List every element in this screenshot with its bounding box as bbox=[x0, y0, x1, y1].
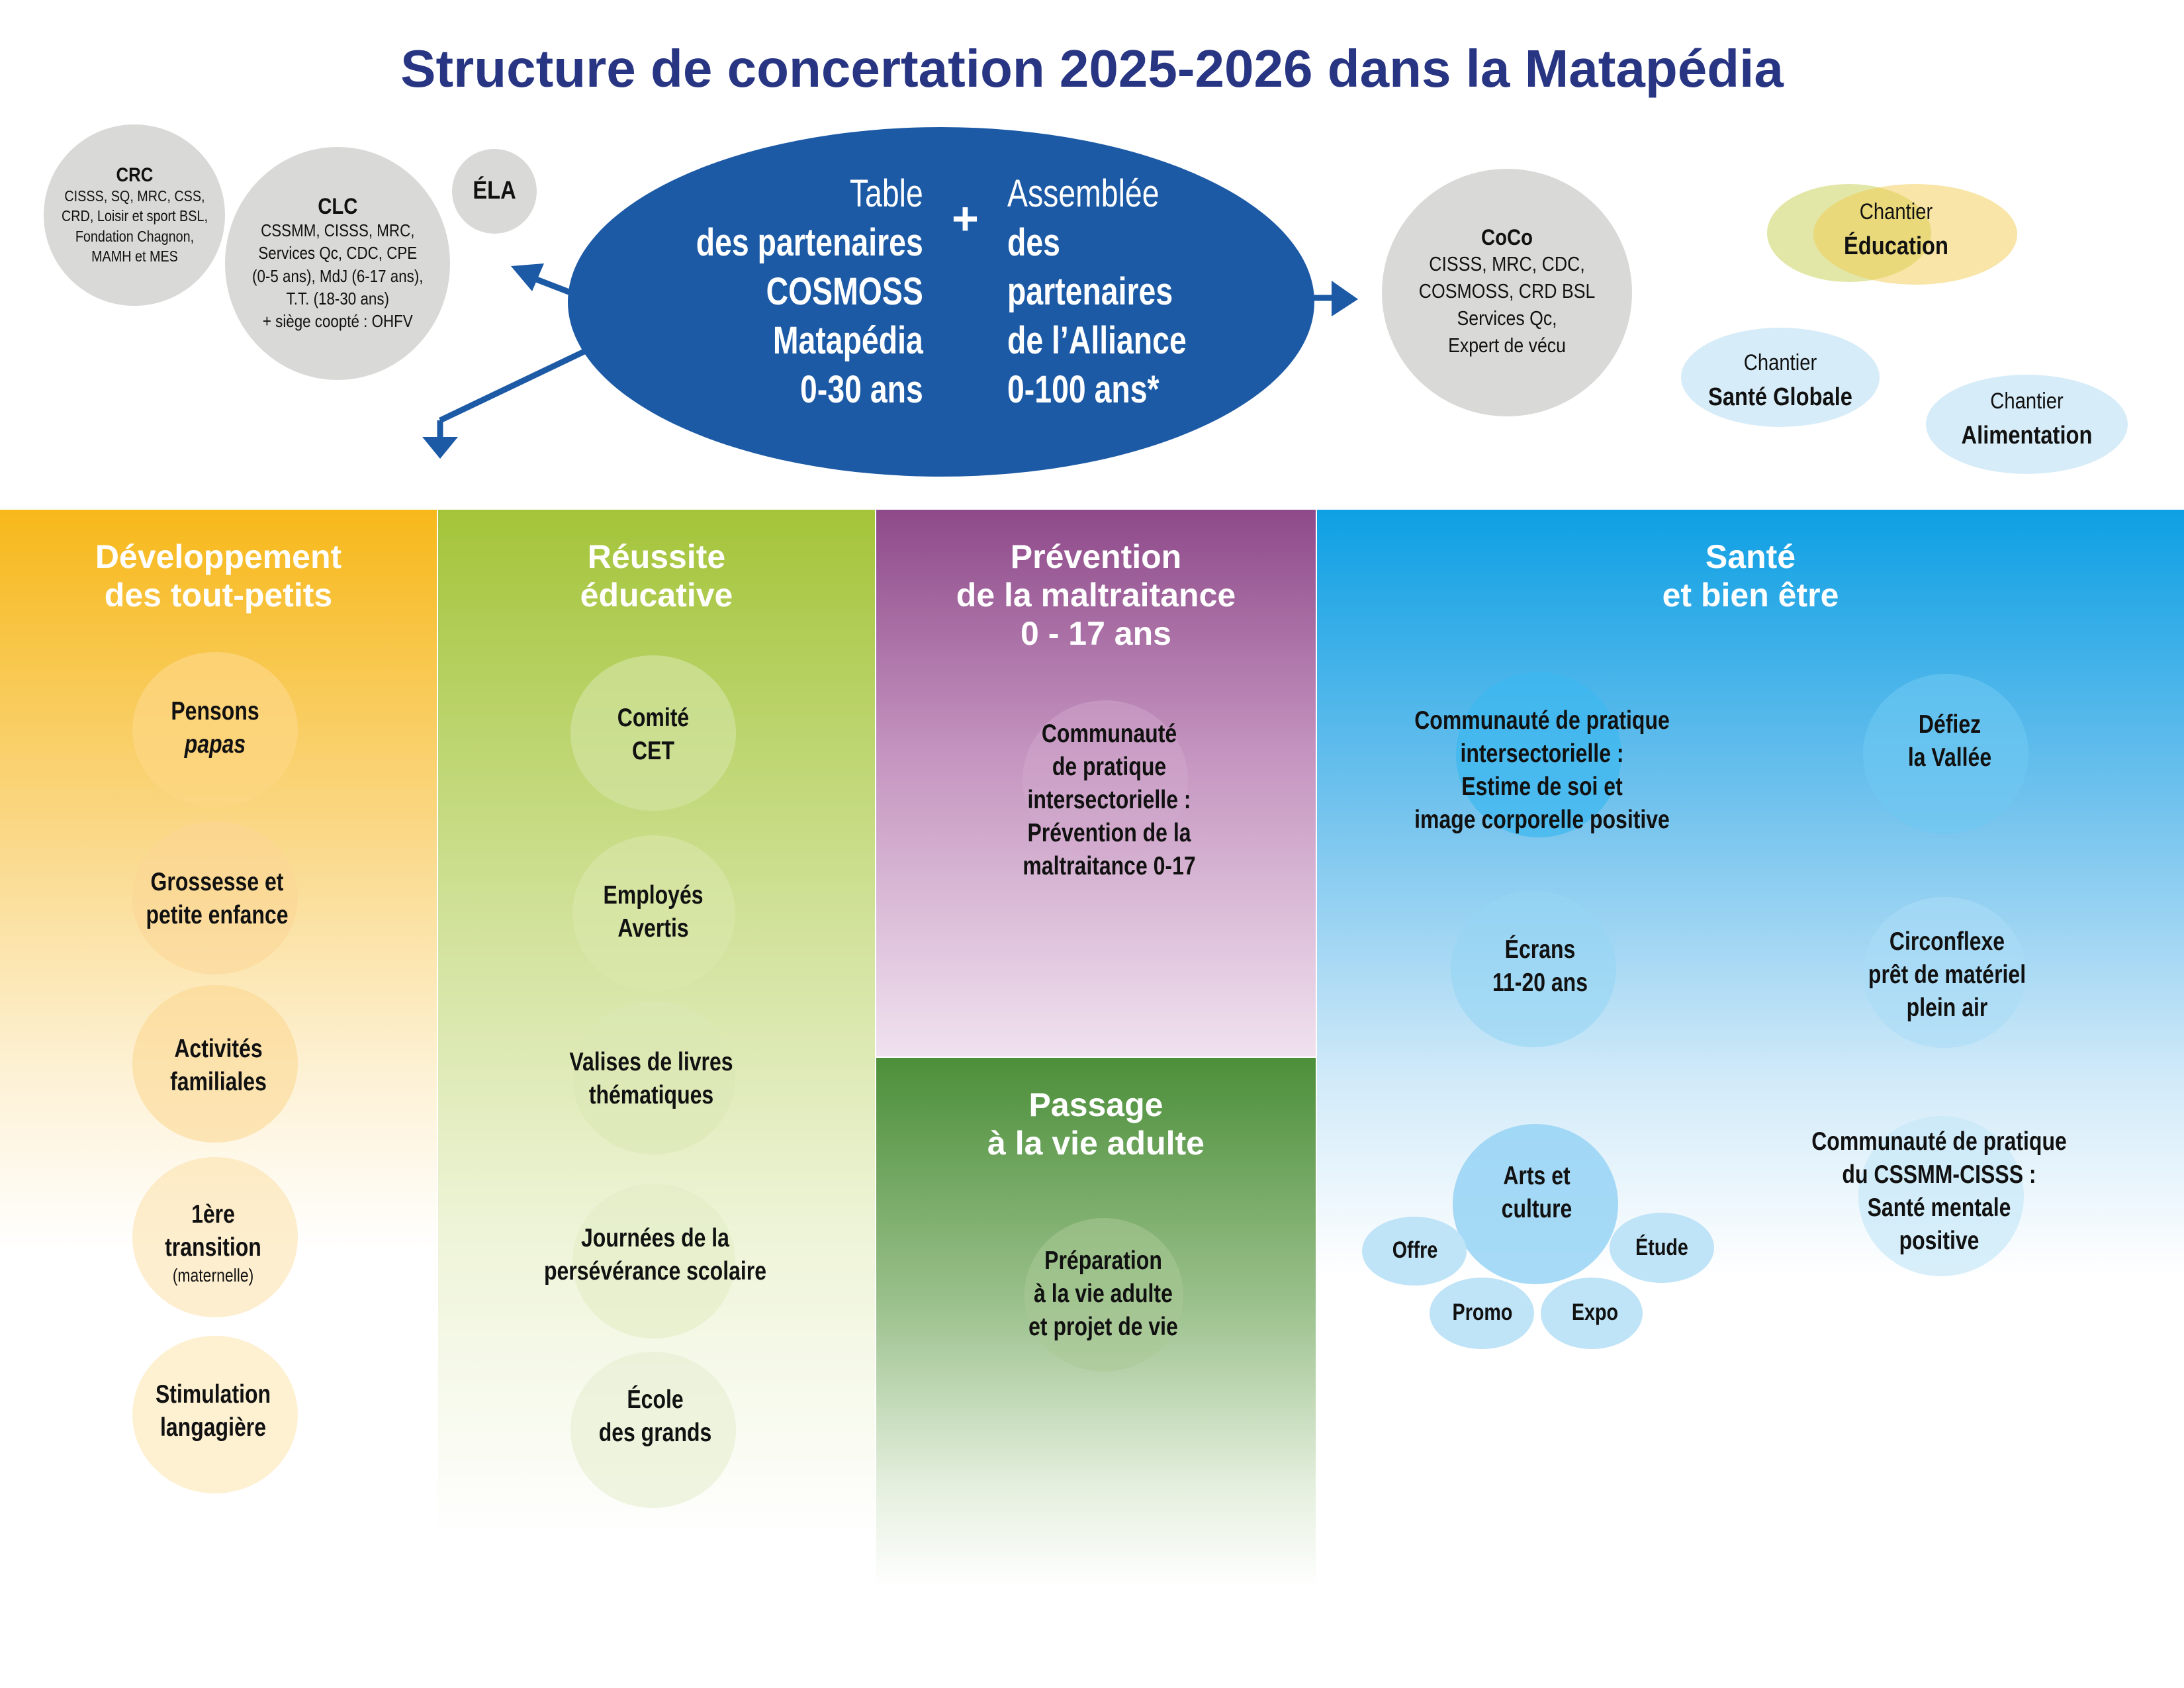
clc-line: CSSMM, CISSS, MRC, bbox=[260, 220, 415, 240]
reussite-item-ecole bbox=[599, 1383, 712, 1450]
passage-item-preparation bbox=[1028, 1244, 1178, 1344]
sante-item-line: Arts et bbox=[1503, 1162, 1570, 1190]
col-title-line: Santé bbox=[1705, 538, 1796, 575]
dev-item-line: petite enfance bbox=[146, 901, 289, 929]
dev-item-italic: papas bbox=[184, 730, 246, 759]
dev-item-line: Grossesse et bbox=[150, 868, 284, 896]
col-title-line: et bien être bbox=[1662, 577, 1839, 614]
col-title-dev bbox=[0, 538, 437, 614]
crc-line: CISSS, SQ, MRC, CSS, bbox=[64, 187, 205, 205]
arrow-head-down bbox=[422, 437, 458, 459]
reussite-item-line: Valises de livres bbox=[569, 1048, 733, 1076]
sante-item-line: Défiez bbox=[1918, 710, 1981, 739]
reussite-item-line: Journées de la bbox=[581, 1224, 729, 1252]
sante-item-line: positive bbox=[1899, 1227, 1979, 1255]
reussite-item-line: CET bbox=[632, 737, 674, 765]
table-partenaires bbox=[639, 172, 923, 420]
col-title-line: de la maltraitance bbox=[956, 577, 1236, 614]
prevention-item-communaute bbox=[1023, 718, 1195, 883]
sante-item-line: Estime de soi et bbox=[1461, 773, 1623, 801]
assemblee-line: de l’Alliance bbox=[1007, 319, 1187, 362]
prevention-item-line: maltraitance 0-17 bbox=[1023, 852, 1196, 880]
reussite-item-journees bbox=[544, 1222, 766, 1288]
reussite-item-valises bbox=[569, 1046, 733, 1112]
arts-petal-label: Expo bbox=[1571, 1299, 1619, 1325]
passage-item-line: et projet de vie bbox=[1028, 1313, 1178, 1341]
clc-line: Services Qc, CDC, CPE bbox=[258, 243, 417, 263]
sante-item-ecrans bbox=[1492, 933, 1588, 1000]
sante-item-estime bbox=[1414, 704, 1670, 837]
chantier-sante-globale bbox=[1695, 347, 1866, 416]
col-title-reussite bbox=[438, 538, 875, 614]
sante-item-line: Santé mentale bbox=[1867, 1194, 2011, 1222]
sante-item-line: culture bbox=[1501, 1195, 1572, 1223]
crc-line: Fondation Chagnon, bbox=[75, 227, 194, 245]
col-title-line: 0 - 17 ans bbox=[1021, 615, 1171, 652]
passage-item-line: à la vie adulte bbox=[1034, 1280, 1173, 1308]
prevention-item-line: intersectorielle : bbox=[1027, 786, 1191, 814]
reussite-item-line: Employés bbox=[603, 881, 704, 910]
dev-item-line: Stimulation bbox=[155, 1380, 271, 1409]
prevention-item-line: de pratique bbox=[1052, 753, 1167, 781]
sante-item-defiez bbox=[1908, 708, 1991, 774]
sante-item-line: du CSSMM-CISSS : bbox=[1842, 1160, 2036, 1189]
dev-item-transition bbox=[165, 1198, 261, 1287]
dev-item-line: familiales bbox=[170, 1068, 267, 1096]
reussite-item-line: Comité bbox=[617, 704, 690, 732]
assemblee-line: 0-100 ans* bbox=[1007, 368, 1160, 411]
dev-item-line: Pensons bbox=[171, 697, 259, 726]
arts-petal-label: Promo bbox=[1452, 1299, 1513, 1325]
chantier-name: Santé Globale bbox=[1708, 383, 1852, 412]
page-title: Structure de concertation 2025-2026 dans la Matapédia bbox=[400, 39, 1784, 98]
sante-item-line: Circonflexe bbox=[1889, 927, 2005, 956]
crc-line: CRD, Loisir et sport BSL, bbox=[61, 207, 208, 225]
assemblee-line: des bbox=[1007, 221, 1060, 264]
coco-line: COSMOSS, CRD BSL bbox=[1418, 279, 1596, 303]
chantier-alimentation bbox=[1940, 385, 2113, 454]
sante-item-line: image corporelle positive bbox=[1414, 806, 1670, 834]
chantier-name: Alimentation bbox=[1961, 422, 2093, 450]
sante-item-sante-mentale bbox=[1811, 1125, 2067, 1258]
col-title-prevention bbox=[876, 538, 1316, 653]
assemblee-line: Assemblée bbox=[1007, 172, 1160, 215]
arrow-to-table-down bbox=[440, 351, 586, 420]
prevention-item-line: Communauté bbox=[1041, 720, 1177, 748]
reussite-item-line: Avertis bbox=[617, 914, 689, 943]
table-line: Table bbox=[850, 172, 923, 215]
sante-item-line: Écrans bbox=[1504, 935, 1576, 964]
dev-item-stimulation bbox=[156, 1378, 271, 1444]
clc-line: + siège coopté : OHFV bbox=[262, 311, 413, 332]
prevention-item-line: Prévention de la bbox=[1027, 819, 1191, 847]
col-title-sante bbox=[1317, 538, 2184, 614]
chantier-name: Éducation bbox=[1844, 232, 1948, 261]
chantier-label: Chantier bbox=[1859, 199, 1933, 224]
coco-line: CISSS, MRC, CDC, bbox=[1429, 252, 1585, 275]
col-title-line: à la vie adulte bbox=[987, 1125, 1205, 1162]
col-title-line: Développement bbox=[95, 538, 342, 575]
arrow-head-coco bbox=[1332, 281, 1358, 316]
sante-item-line: 11-20 ans bbox=[1492, 968, 1588, 997]
reussite-item-line: persévérance scolaire bbox=[543, 1257, 767, 1286]
col-title-line: Passage bbox=[1028, 1086, 1163, 1123]
col-title-line: des tout-petits bbox=[104, 577, 333, 614]
chantier-label: Chantier bbox=[1990, 389, 2064, 414]
chantier-label: Chantier bbox=[1743, 350, 1817, 375]
arts-petal-label: Étude bbox=[1635, 1235, 1688, 1260]
table-line: COSMOSS bbox=[766, 270, 923, 313]
clc-line: T.T. (18-30 ans) bbox=[286, 288, 389, 308]
col-title-line: Réussite bbox=[587, 538, 726, 575]
reussite-item-line: des grands bbox=[598, 1419, 712, 1447]
dev-item-grossesse bbox=[146, 866, 288, 932]
sante-item-arts bbox=[1502, 1160, 1572, 1226]
sante-item-line: Communauté de pratique bbox=[1811, 1127, 2067, 1156]
sante-item-line: la Vallée bbox=[1907, 743, 1992, 772]
dev-item-line: Activités bbox=[174, 1035, 263, 1063]
dev-item-line: 1ère bbox=[191, 1200, 235, 1229]
passage-item-line: Préparation bbox=[1044, 1246, 1162, 1275]
dev-item-line: langagière bbox=[160, 1413, 266, 1442]
table-line: Matapédia bbox=[773, 319, 923, 362]
assemblee-line: partenaires bbox=[1007, 270, 1173, 313]
assemblee-partenaires bbox=[1007, 172, 1231, 420]
col-title-passage bbox=[876, 1086, 1316, 1162]
ela-title: ÉLA bbox=[473, 177, 516, 205]
reussite-item-line: École bbox=[627, 1385, 684, 1414]
dev-item-small: (maternelle) bbox=[172, 1265, 254, 1286]
sante-item-line: prêt de matériel bbox=[1868, 961, 2026, 989]
crc-title: CRC bbox=[116, 164, 153, 186]
reussite-item-line: thématiques bbox=[588, 1081, 714, 1109]
arts-petal-label: Offre bbox=[1392, 1237, 1438, 1263]
sante-item-line: plein air bbox=[1906, 994, 1988, 1022]
crc-line: MAMH et MES bbox=[91, 247, 178, 265]
sante-item-line: intersectorielle : bbox=[1460, 739, 1624, 768]
col-title-line: éducative bbox=[580, 577, 733, 614]
reussite-item-comite bbox=[617, 702, 689, 768]
table-line: 0-30 ans bbox=[800, 368, 923, 411]
dev-item-line: transition bbox=[165, 1233, 261, 1262]
clc-line: (0-5 ans), MdJ (6-17 ans), bbox=[251, 265, 424, 286]
clc-title: CLC bbox=[317, 193, 358, 219]
sante-item-line: Communauté de pratique bbox=[1414, 706, 1670, 735]
reussite-item-employes bbox=[603, 879, 703, 945]
coco-title: CoCo bbox=[1481, 225, 1533, 251]
plus-sign: + bbox=[952, 193, 979, 244]
col-title-line: Prévention bbox=[1010, 538, 1182, 575]
coco-line: Services Qc, bbox=[1457, 306, 1557, 330]
dev-item-pensons-papas bbox=[171, 695, 259, 761]
coco-circle bbox=[1382, 169, 1632, 416]
chantier-education bbox=[1813, 196, 1978, 265]
dev-item-activites bbox=[170, 1033, 267, 1099]
table-line: des partenaires bbox=[696, 221, 923, 264]
coco-line: Expert de vécu bbox=[1448, 333, 1566, 357]
sante-item-circonflexe bbox=[1868, 925, 2026, 1025]
